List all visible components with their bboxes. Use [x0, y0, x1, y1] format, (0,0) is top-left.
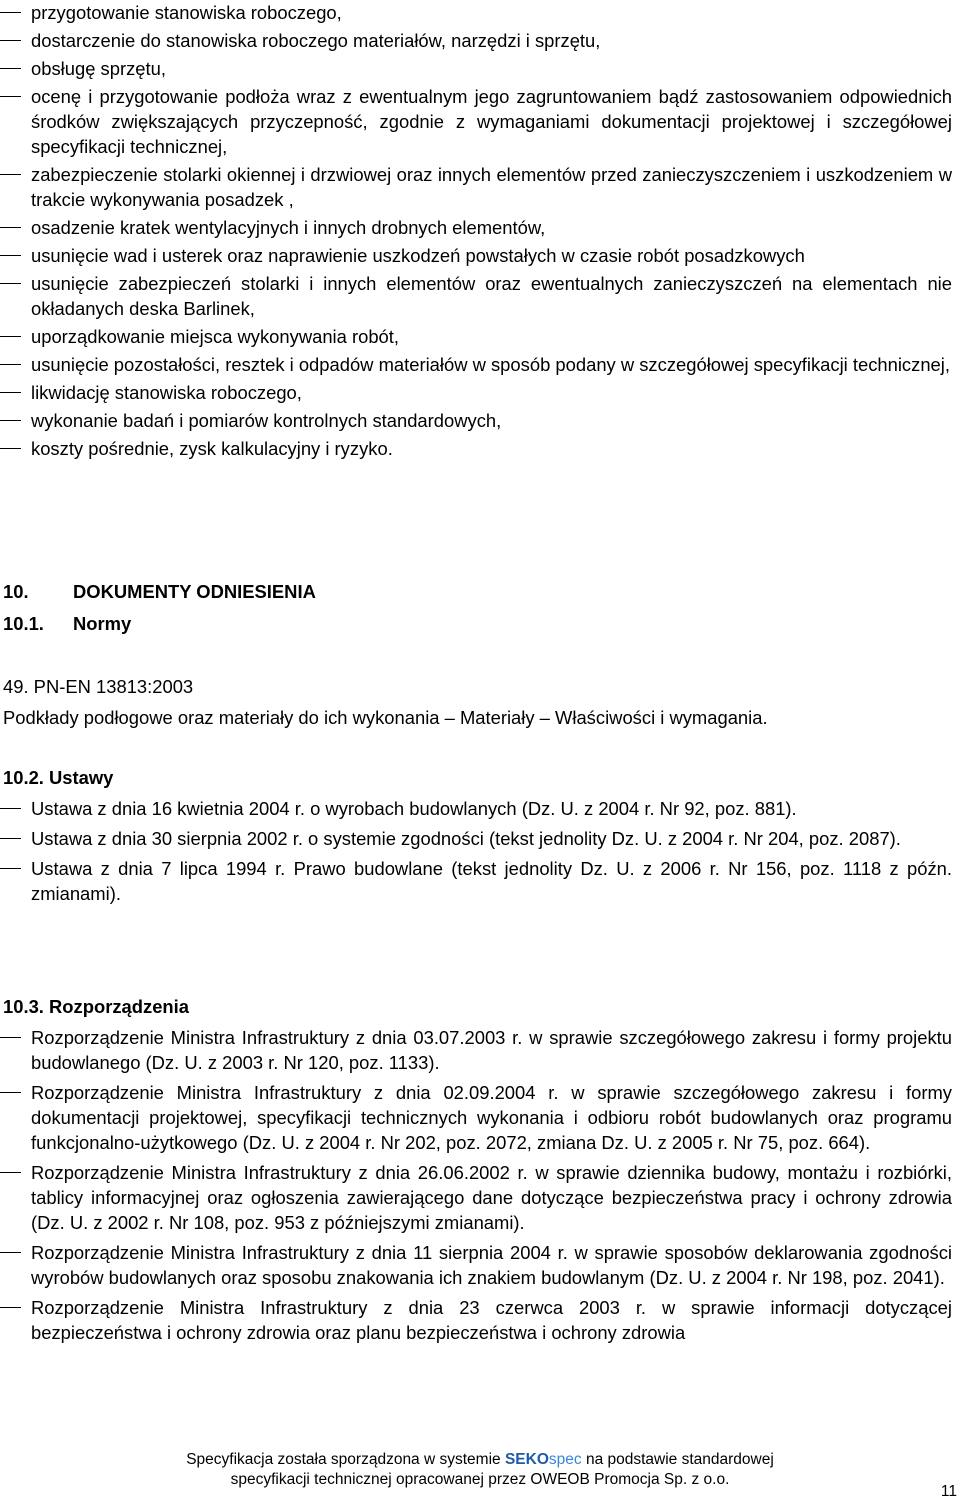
- list-item: uporządkowanie miejsca wykonywania robót,: [0, 324, 952, 349]
- page-number: 11: [940, 1483, 957, 1500]
- list-item: Ustawa z dnia 16 kwietnia 2004 r. o wyrobach budowlanych (Dz. U. z 2004 r. Nr 92, poz. 881).: [0, 796, 952, 821]
- list-item: ocenę i przygotowanie podłoża wraz z ewentualnym jego zagruntowaniem bądź zastosowaniem odpowiednich środków zwiększających przyczepność, zgodnie z wymaganiami dokumentacji projektowej i szczegółowej specyfikacji technicznej,: [0, 84, 952, 159]
- scope-list: [0, 0, 952, 464]
- list-item: usunięcie wad i usterek oraz naprawienie uszkodzeń powstałych w czasie robót posadzkowych: [0, 243, 952, 268]
- footer-line-1: Specyfikacja została sporządzona w systemie SEKOspec na podstawie standardowej: [186, 1451, 774, 1468]
- list-item: wykonanie badań i pomiarów kontrolnych standardowych,: [0, 408, 952, 433]
- list-item: Ustawa z dnia 7 lipca 1994 r. Prawo budowlane (tekst jednolity Dz. U. z 2006 r. Nr 156, poz. 1118 z późn. zmianami).: [0, 856, 952, 906]
- list-item: Rozporządzenie Ministra Infrastruktury z dnia 03.07.2003 r. w sprawie szczegółowego zakresu i formy projektu budowlanego (Dz. U. z 2003 r. Nr 120, poz. 1133).: [0, 1025, 952, 1075]
- regulations-list: [0, 1025, 952, 1350]
- subsection-heading: 10.3. Rozporządzenia: [3, 996, 189, 1017]
- list-item: usunięcie zabezpieczeń stolarki i innych elementów oraz ewentualnych zanieczyszczeń na elementach nie okładanych deska Barlinek,: [0, 271, 952, 321]
- list-item: zabezpieczenie stolarki okiennej i drzwiowej oraz innych elementów przed zanieczyszczeniem i uszkodzeniem w trakcie wykonywania posadzek ,: [0, 162, 952, 212]
- subsection-heading: 10.1. Normy: [3, 613, 132, 634]
- section-heading: 10. DOKUMENTY ODNIESIENIA: [3, 581, 316, 602]
- list-item: Rozporządzenie Ministra Infrastruktury z dnia 26.06.2002 r. w sprawie dziennika budowy, montażu i rozbiórki, tablicy informacyjnej oraz ogłoszenia zawierającego dane dotyczące bezpieczeństwa pracy i ochrony zdrowia (Dz. U. z 2002 r. Nr 108, poz. 953 z późniejszymi zmianami).: [0, 1160, 952, 1235]
- page-footer: [0, 1450, 960, 1490]
- list-item: Ustawa z dnia 30 sierpnia 2002 r. o systemie zgodności (tekst jednolity Dz. U. z 2004 r. Nr 204, poz. 2087).: [0, 826, 952, 851]
- list-item: obsługę sprzętu,: [0, 56, 952, 81]
- norm-title: Podkłady podłogowe oraz materiały do ich wykonania – Materiały – Właściwości i wymagania.: [3, 707, 768, 728]
- norm-code: 49. PN-EN 13813:2003: [3, 676, 194, 697]
- list-item: likwidację stanowiska roboczego,: [0, 380, 952, 405]
- subsection-heading: 10.2. Ustawy: [3, 767, 114, 788]
- list-item: usunięcie pozostałości, resztek i odpadów materiałów w sposób podany w szczegółowej specyfikacji technicznej,: [0, 352, 952, 377]
- statutes-list: [0, 796, 952, 911]
- list-item: koszty pośrednie, zysk kalkulacyjny i ryzyko.: [0, 436, 952, 461]
- sekospec-logo: SEKOspec: [504, 1451, 582, 1468]
- footer-line-2: specyfikacji technicznej opracowanej przez OWEOB Promocja Sp. z o.o.: [230, 1471, 730, 1488]
- list-item: Rozporządzenie Ministra Infrastruktury z dnia 02.09.2004 r. w sprawie szczegółowego zakresu i formy dokumentacji projektowej, specyfikacji technicznych wykonania i odbioru robót budowlanych oraz programu funkcjonalno-użytkowego (Dz. U. z 2004 r. Nr 202, poz. 2072, zmiana Dz. U. z 2005 r. Nr 75, poz. 664).: [0, 1080, 952, 1155]
- list-item: Rozporządzenie Ministra Infrastruktury z dnia 23 czerwca 2003 r. w sprawie informacji dotyczącej bezpieczeństwa i ochrony zdrowia oraz planu bezpieczeństwa i ochrony zdrowia: [0, 1295, 952, 1345]
- list-item: dostarczenie do stanowiska roboczego materiałów, narzędzi i sprzętu,: [0, 28, 952, 53]
- list-item: osadzenie kratek wentylacyjnych i innych drobnych elementów,: [0, 215, 952, 240]
- list-item: Rozporządzenie Ministra Infrastruktury z dnia 11 sierpnia 2004 r. w sprawie sposobów deklarowania zgodności wyrobów budowlanych oraz sposobu znakowania ich znakiem budowlanym (Dz. U. z 2004 r. Nr 198, poz. 2041).: [0, 1240, 952, 1290]
- list-item: przygotowanie stanowiska roboczego,: [0, 0, 952, 25]
